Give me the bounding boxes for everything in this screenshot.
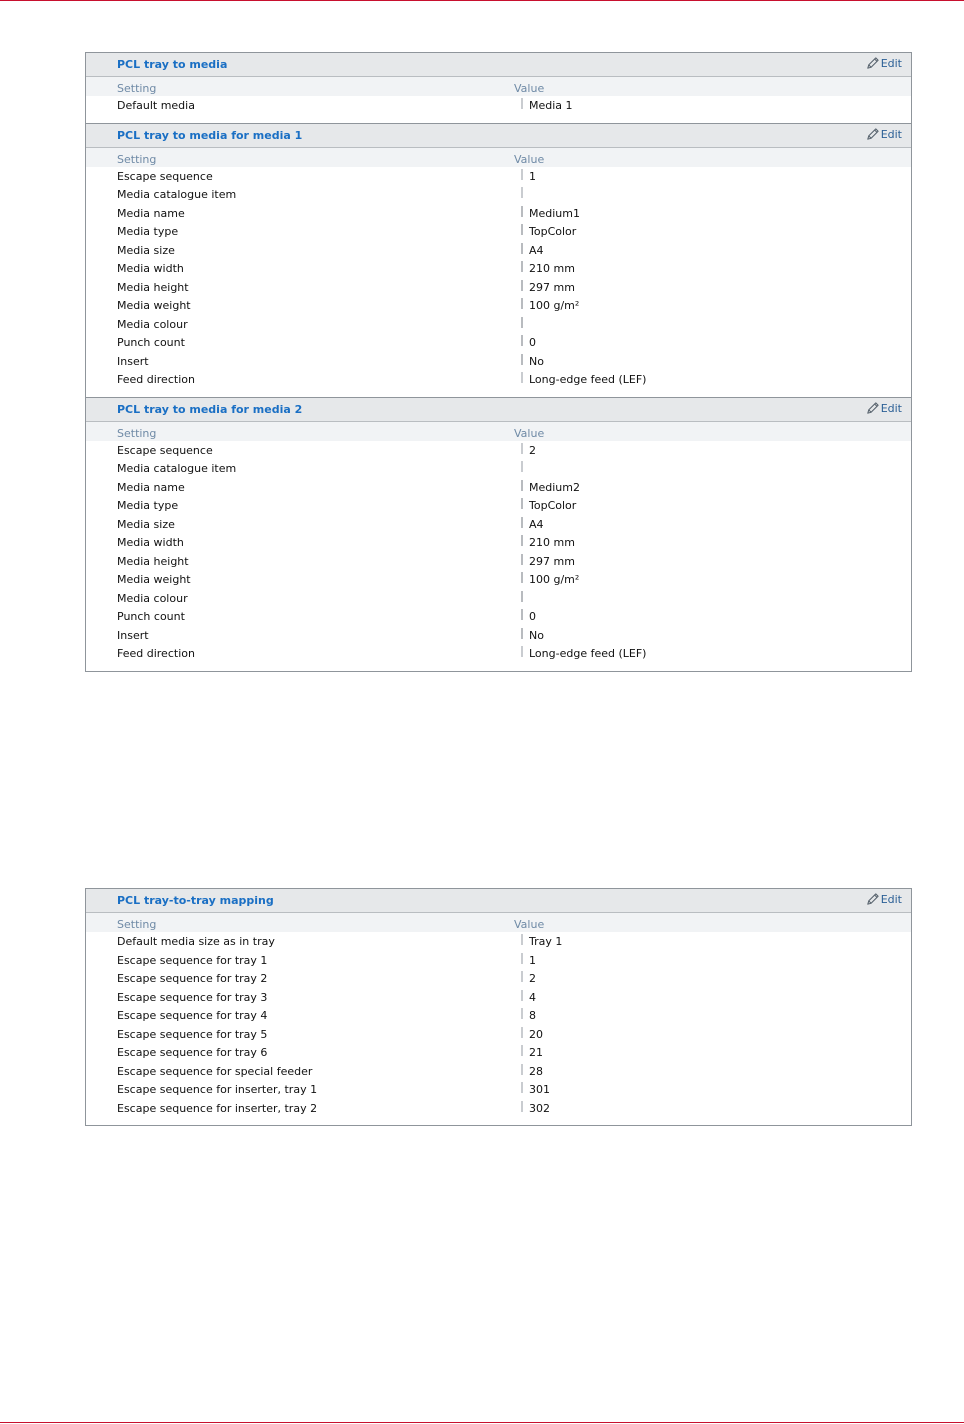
value-indicator	[521, 261, 523, 272]
setting-value: Tray 1	[529, 935, 563, 948]
setting-label: Default media size as in tray	[117, 935, 275, 948]
setting-label: Media colour	[117, 317, 188, 331]
setting-label: Default media	[117, 99, 195, 112]
setting-label: Media weight	[117, 573, 191, 586]
setting-value: No	[529, 354, 544, 368]
setting-row-media-catalogue-item	[86, 185, 911, 204]
section-header	[86, 53, 911, 77]
column-header-row	[86, 77, 911, 96]
section-spacer	[86, 1117, 911, 1125]
setting-label: Punch count	[117, 610, 185, 623]
pencil-icon	[865, 127, 880, 142]
value-indicator	[521, 498, 523, 509]
setting-value: 302	[529, 1101, 550, 1115]
setting-value: 21	[529, 1046, 543, 1059]
pcl-tray-to-media-panel	[85, 52, 912, 672]
setting-value: 100 g/m²	[529, 573, 580, 586]
section-header	[86, 397, 911, 422]
edit-label: Edit	[880, 893, 902, 906]
setting-value: 20	[529, 1027, 543, 1041]
setting-row-escape-sequence-for-tray-4	[86, 1006, 911, 1025]
section-title: PCL tray to media	[117, 58, 228, 71]
setting-row-media-size	[86, 241, 911, 260]
setting-value: Long-edge feed (LEF)	[529, 647, 647, 660]
setting-row-escape-sequence-for-inserter-tray-1	[86, 1080, 911, 1099]
section-spacer	[86, 389, 911, 397]
setting-label: Insert	[117, 628, 149, 642]
value-indicator	[521, 354, 523, 365]
setting-label: Feed direction	[117, 373, 195, 386]
setting-row-media-colour	[86, 315, 911, 334]
setting-value: 0	[529, 336, 536, 349]
setting-row-media-name	[86, 204, 911, 223]
setting-value: Media 1	[529, 99, 573, 112]
setting-row-escape-sequence-for-tray-2	[86, 969, 911, 988]
edit-label: Edit	[880, 57, 902, 70]
value-indicator	[521, 187, 523, 198]
setting-value: 8	[529, 1009, 536, 1022]
setting-row-escape-sequence-for-inserter-tray-2	[86, 1099, 911, 1118]
setting-value: 100 g/m²	[529, 299, 580, 312]
setting-row-media-width	[86, 259, 911, 278]
setting-row-punch-count	[86, 607, 911, 626]
pencil-icon	[865, 56, 880, 71]
setting-label: Escape sequence for tray 2	[117, 972, 268, 985]
setting-row-media-height	[86, 278, 911, 297]
setting-value: 210 mm	[529, 536, 575, 549]
setting-label: Escape sequence for special feeder	[117, 1064, 313, 1078]
value-indicator	[521, 461, 523, 472]
setting-label: Media catalogue item	[117, 462, 237, 475]
page-top-rule	[0, 0, 964, 1]
column-header-row	[86, 913, 911, 932]
pencil-icon	[865, 892, 880, 907]
setting-row-media-weight	[86, 296, 911, 315]
setting-label: Media height	[117, 280, 189, 294]
setting-value: 210 mm	[529, 262, 575, 275]
section-spacer	[86, 115, 911, 123]
setting-row-punch-count	[86, 333, 911, 352]
setting-row-insert	[86, 626, 911, 645]
value-indicator	[521, 591, 523, 602]
edit-button[interactable]	[865, 127, 902, 142]
column-header-setting: Setting	[117, 152, 157, 166]
setting-row-escape-sequence-for-tray-1	[86, 951, 911, 970]
page-bottom-rule	[0, 1422, 964, 1423]
setting-value: TopColor	[529, 499, 577, 512]
value-indicator	[521, 280, 523, 291]
setting-value: 301	[529, 1083, 550, 1096]
pencil-icon	[865, 401, 880, 416]
setting-row-escape-sequence-for-special-feeder	[86, 1062, 911, 1081]
setting-label: Feed direction	[117, 647, 195, 660]
value-indicator	[521, 206, 523, 217]
setting-row-escape-sequence	[86, 441, 911, 460]
setting-label: Punch count	[117, 336, 185, 349]
value-indicator	[521, 169, 523, 180]
value-indicator	[521, 953, 523, 964]
column-header-setting: Setting	[117, 918, 157, 931]
column-header-row	[86, 148, 911, 167]
setting-value: No	[529, 628, 544, 642]
value-indicator	[521, 480, 523, 491]
setting-value: Medium1	[529, 206, 580, 220]
column-header-setting: Setting	[117, 82, 157, 95]
setting-label: Escape sequence	[117, 169, 213, 183]
setting-value: 4	[529, 990, 536, 1004]
value-indicator	[521, 646, 523, 657]
setting-row-media-size	[86, 515, 911, 534]
section-title: PCL tray to media for media 2	[117, 402, 303, 416]
setting-label: Media width	[117, 536, 184, 549]
setting-value: 2	[529, 443, 536, 457]
section-spacer	[86, 663, 911, 671]
value-indicator	[521, 443, 523, 454]
value-indicator	[521, 98, 523, 109]
setting-label: Media size	[117, 243, 175, 257]
setting-label: Media name	[117, 206, 185, 220]
setting-value: TopColor	[529, 225, 577, 238]
setting-row-default-media-size-as-in-tray	[86, 932, 911, 951]
value-indicator	[521, 243, 523, 254]
value-indicator	[521, 1064, 523, 1075]
value-indicator	[521, 335, 523, 346]
edit-button[interactable]	[865, 401, 902, 416]
column-header-value: Value	[514, 82, 545, 95]
setting-value: A4	[529, 517, 544, 531]
value-indicator	[521, 317, 523, 328]
setting-value: 1	[529, 169, 536, 183]
value-indicator	[521, 1008, 523, 1019]
column-header-setting: Setting	[117, 426, 157, 440]
setting-label: Escape sequence for tray 6	[117, 1046, 268, 1059]
setting-label: Escape sequence for inserter, tray 2	[117, 1101, 318, 1115]
setting-value: 0	[529, 610, 536, 623]
setting-value: A4	[529, 243, 544, 257]
setting-label: Media catalogue item	[117, 188, 237, 201]
column-header-value: Value	[514, 918, 545, 931]
setting-label: Media weight	[117, 299, 191, 312]
column-header-value: Value	[514, 426, 545, 440]
setting-row-media-width	[86, 533, 911, 552]
setting-row-media-type	[86, 496, 911, 515]
edit-button[interactable]	[865, 892, 902, 907]
value-indicator	[521, 971, 523, 982]
setting-value: 297 mm	[529, 554, 575, 568]
value-indicator	[521, 535, 523, 546]
setting-row-feed-direction	[86, 644, 911, 663]
value-indicator	[521, 990, 523, 1001]
setting-label: Escape sequence for tray 1	[117, 953, 268, 967]
value-indicator	[521, 298, 523, 309]
setting-row-escape-sequence-for-tray-5	[86, 1025, 911, 1044]
setting-label: Escape sequence for inserter, tray 1	[117, 1083, 318, 1096]
setting-label: Escape sequence for tray 3	[117, 990, 268, 1004]
edit-label: Edit	[880, 127, 902, 141]
setting-label: Escape sequence for tray 5	[117, 1027, 268, 1041]
setting-value: 28	[529, 1064, 543, 1078]
edit-button[interactable]	[865, 56, 902, 71]
setting-row-escape-sequence-for-tray-6	[86, 1043, 911, 1062]
setting-row-default-media	[86, 96, 911, 115]
setting-value: Long-edge feed (LEF)	[529, 373, 647, 386]
setting-label: Media name	[117, 480, 185, 494]
setting-value: 2	[529, 972, 536, 985]
value-indicator	[521, 224, 523, 235]
setting-value: 1	[529, 953, 536, 967]
setting-label: Media type	[117, 499, 179, 512]
setting-row-media-height	[86, 552, 911, 571]
section-title: PCL tray-to-tray mapping	[117, 894, 274, 907]
setting-row-insert	[86, 352, 911, 371]
value-indicator	[521, 934, 523, 945]
section-header	[86, 889, 911, 913]
column-header-row	[86, 422, 911, 441]
value-indicator	[521, 372, 523, 383]
setting-label: Media colour	[117, 591, 188, 605]
setting-row-escape-sequence	[86, 167, 911, 186]
setting-row-media-colour	[86, 589, 911, 608]
pcl-tray-to-tray-mapping-panel	[85, 888, 912, 1126]
column-header-value: Value	[514, 152, 545, 166]
setting-label: Insert	[117, 354, 149, 368]
value-indicator	[521, 609, 523, 620]
value-indicator	[521, 1045, 523, 1056]
setting-label: Media type	[117, 225, 179, 238]
setting-row-media-type	[86, 222, 911, 241]
value-indicator	[521, 572, 523, 583]
setting-row-media-weight	[86, 570, 911, 589]
section-title: PCL tray to media for media 1	[117, 128, 303, 142]
value-indicator	[521, 554, 523, 565]
setting-label: Media width	[117, 262, 184, 275]
value-indicator	[521, 1101, 523, 1112]
setting-value: Medium2	[529, 480, 580, 494]
value-indicator	[521, 1027, 523, 1038]
setting-row-media-name	[86, 478, 911, 497]
setting-row-escape-sequence-for-tray-3	[86, 988, 911, 1007]
setting-label: Escape sequence	[117, 443, 213, 457]
edit-label: Edit	[880, 401, 902, 415]
setting-value: 297 mm	[529, 280, 575, 294]
setting-label: Media size	[117, 517, 175, 531]
value-indicator	[521, 628, 523, 639]
setting-row-feed-direction	[86, 370, 911, 389]
value-indicator	[521, 517, 523, 528]
setting-row-media-catalogue-item	[86, 459, 911, 478]
setting-label: Escape sequence for tray 4	[117, 1009, 268, 1022]
section-header	[86, 123, 911, 148]
setting-label: Media height	[117, 554, 189, 568]
value-indicator	[521, 1082, 523, 1093]
